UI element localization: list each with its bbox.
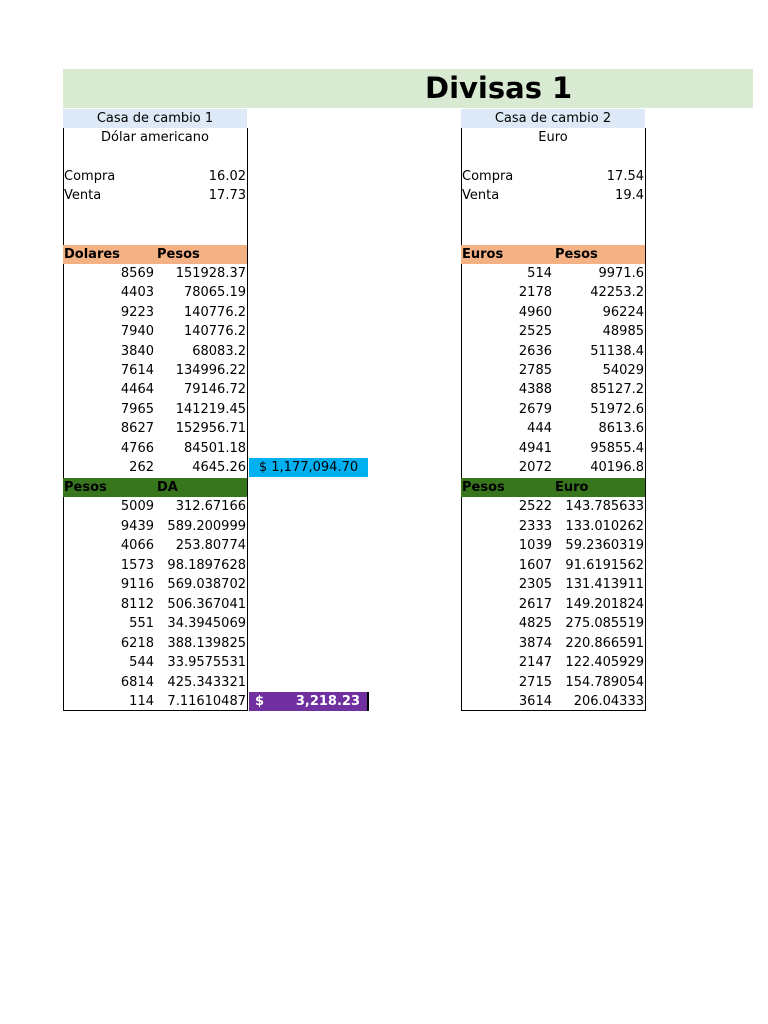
sheet-title: Divisas 1 [425,71,573,105]
cell-value: 6814 [120,674,154,690]
table-row [461,400,645,420]
pesos-total-cell: $ 1,177,094.70 [249,458,368,477]
cell-value: 551 [129,616,154,631]
cell-value: 1573 [120,557,154,573]
table-row [461,283,645,303]
cell-value: 544 [129,655,154,670]
column-header: Dolares [64,247,120,262]
cell-value: 2178 [518,285,552,301]
cell-value: 2715 [518,674,552,690]
cell-value: 96224 [602,304,644,320]
table-row [63,264,247,284]
da-total-cell [249,692,369,711]
cell-value: 444 [527,421,552,437]
table-row [63,342,247,362]
cell-value: 7.11610487 [167,694,246,709]
cell-value: 7965 [120,401,154,417]
table-row [63,303,247,323]
buy-label: Compra [462,169,514,184]
buy-rate-row-2 [461,167,645,186]
cell-value: 4066 [120,538,154,553]
table-row [461,575,645,595]
cell-value: 78065.19 [183,285,246,301]
cell-value: 425.343321 [167,674,246,690]
cell-value: 4645.26 [192,460,246,475]
sell-value: 17.73 [208,188,246,203]
cell-value: 91.6191562 [565,557,644,573]
table-row [63,517,247,537]
sell-rate-row-1 [63,186,247,205]
table-row [461,497,645,517]
cell-value: 34.3945069 [167,616,246,631]
table-row [461,673,645,693]
cell-value: 7940 [120,324,154,340]
table-row [63,283,247,303]
cell-value: 569.038702 [167,577,246,592]
table-row [63,439,247,459]
cell-value: 2617 [518,596,552,612]
currency-name-2: Euro [538,130,568,145]
cell-value: 9223 [120,304,154,320]
cell-value: 95855.4 [590,440,644,456]
da-total-amount: 3,218.23 [295,694,360,709]
cell-value: 275.085519 [565,616,644,631]
cell-value: 2679 [518,401,552,417]
table-row [63,653,247,673]
column-header: Pesos [555,247,598,262]
cell-value: 9116 [120,577,154,592]
cell-value: 4941 [518,440,552,456]
cell-value: 151928.37 [175,266,246,281]
column-header: Euros [462,247,504,262]
cell-value: 40196.8 [590,460,644,475]
cell-value: 149.201824 [565,596,644,612]
cell-value: 4388 [518,382,552,398]
pesos-euro-header [461,478,645,497]
table-row [461,264,645,284]
cell-value: 4825 [518,616,552,631]
cell-value: 79146.72 [183,382,246,398]
cell-value: 140776.2 [183,304,246,320]
cell-value: 9971.6 [598,266,644,281]
buy-value: 17.54 [606,169,644,184]
table-row [461,614,645,634]
cell-value: 54029 [602,363,644,378]
cell-value: 220.866591 [565,635,644,651]
dolares-pesos-header [63,245,247,264]
table-row [461,595,645,615]
cell-value: 98.1897628 [167,557,246,573]
cell-value: 8627 [120,421,154,437]
column-header: Pesos [157,247,200,262]
cell-value: 589.200999 [167,518,246,534]
cell-value: 3614 [518,694,552,709]
table-row [63,556,247,576]
cell-value: 152956.71 [175,421,246,437]
cell-value: 5009 [120,499,154,514]
cell-value: 8569 [120,266,154,281]
cell-value: 114 [129,694,154,709]
cell-value: 6218 [120,635,154,651]
table-row [461,342,645,362]
table-row [461,419,645,439]
house-header-1: Casa de cambio 1 [63,109,247,128]
cell-value: 2522 [518,499,552,514]
cell-value: 134996.22 [175,363,246,378]
buy-rate-row-1 [63,167,247,186]
table-row [461,458,645,478]
cell-value: 3874 [518,635,552,651]
table-row [63,575,247,595]
buy-label: Compra [64,169,116,184]
buy-value: 16.02 [208,169,246,184]
cell-value: 84501.18 [183,440,246,456]
cell-value: 506.367041 [167,596,246,612]
sell-label: Venta [462,188,500,203]
currency-name-1: Dólar americano [101,130,209,145]
table-row [63,419,247,439]
cell-value: 1039 [518,538,552,553]
table-row [63,322,247,342]
table-row [63,361,247,381]
cell-value: 4403 [120,285,154,301]
house-header-2: Casa de cambio 2 [461,109,645,128]
table-row [63,692,247,712]
column-header: DA [157,480,178,495]
table-row [63,595,247,615]
cell-value: 51972.6 [590,401,644,417]
table-row [461,380,645,400]
table-row [461,634,645,654]
cell-value: 2785 [518,363,552,378]
cell-value: 122.405929 [565,655,644,670]
cell-value: 154.789054 [565,674,644,690]
cell-value: 2072 [518,460,552,475]
table-row [63,458,247,478]
cell-value: 2147 [518,655,552,670]
cell-value: 51138.4 [590,343,644,359]
cell-value: 2636 [518,343,552,359]
column-header: Euro [555,480,589,495]
cell-value: 7614 [120,363,154,378]
currency-symbol: $ [255,694,265,709]
cell-value: 59.2360319 [565,538,644,553]
cell-value: 2525 [518,324,552,340]
cell-value: 312.67166 [175,499,246,514]
table-row [63,634,247,654]
table-row [63,673,247,693]
cell-value: 9439 [120,518,154,534]
cell-value: 141219.45 [175,401,246,417]
cell-value: 4766 [120,440,154,456]
table-row [461,361,645,381]
table-row [461,517,645,537]
cell-value: 42253.2 [590,285,644,301]
cell-value: 68083.2 [192,343,246,359]
cell-value: 388.139825 [167,635,246,651]
cell-value: 1607 [518,557,552,573]
table-row [461,536,645,556]
sell-label: Venta [64,188,102,203]
pesos-da-header [63,478,247,497]
cell-value: 131.413911 [565,577,644,592]
cell-value: 140776.2 [183,324,246,340]
cell-value: 262 [129,460,154,475]
cell-value: 48985 [602,324,644,340]
table-row [461,653,645,673]
sell-value: 19.4 [615,188,644,203]
cell-value: 8112 [120,596,154,612]
cell-value: 253.80774 [175,538,246,553]
table-row [461,303,645,323]
euros-pesos-header [461,245,645,264]
cell-value: 2305 [518,577,552,592]
cell-value: 4960 [518,304,552,320]
table-row [63,614,247,634]
table-row [461,322,645,342]
cell-value: 3840 [120,343,154,359]
sell-rate-row-2 [461,186,645,205]
cell-value: 33.9575531 [167,655,246,670]
column-header: Pesos [64,480,107,495]
cell-value: 133.010262 [565,518,644,534]
cell-value: 206.04333 [573,694,644,709]
table-row [461,556,645,576]
cell-value: 143.785633 [565,499,644,514]
table-row [63,536,247,556]
cell-value: 2333 [518,518,552,534]
cell-value: 514 [527,266,552,281]
cell-value: 85127.2 [590,382,644,398]
table-row [63,497,247,517]
title-banner [63,69,753,108]
cell-value: 4464 [120,382,154,398]
cell-value: 8613.6 [598,421,644,437]
table-row [63,400,247,420]
table-row [63,380,247,400]
table-row [461,692,645,712]
table-row [461,439,645,459]
column-header: Pesos [462,480,505,495]
